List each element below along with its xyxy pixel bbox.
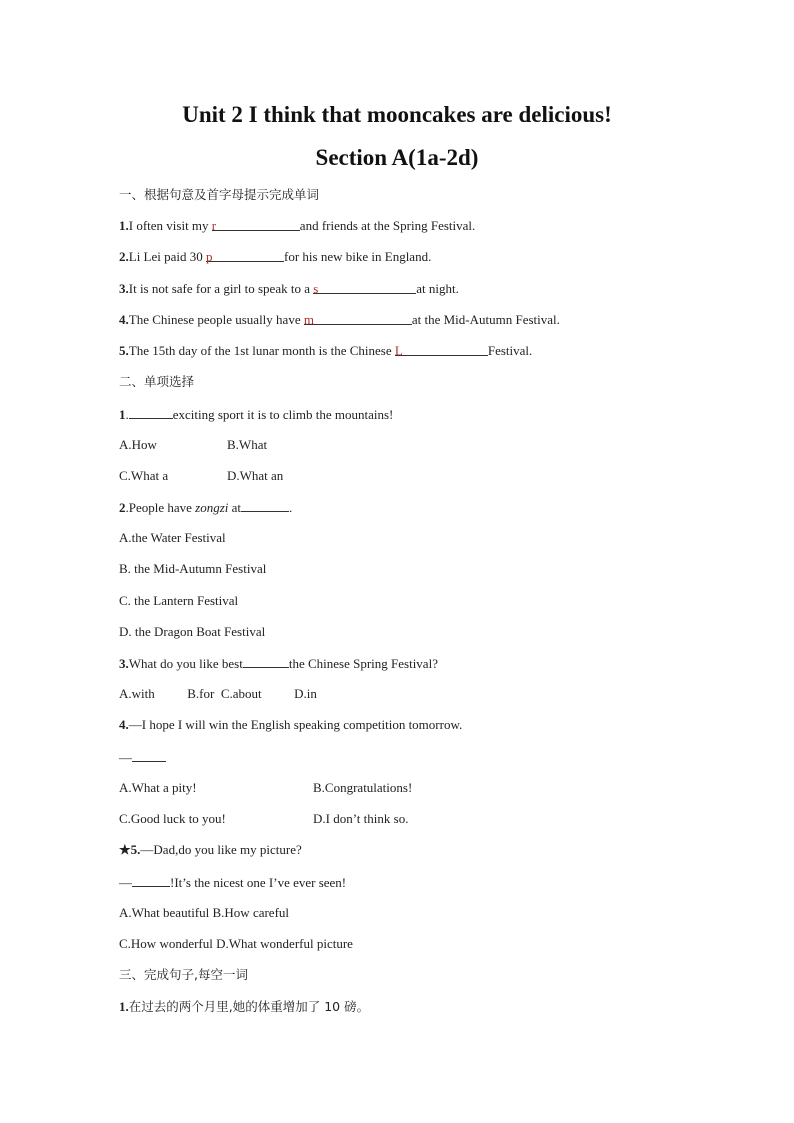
period: . [125,500,129,515]
option-c[interactable]: C.What a [119,468,169,483]
option-b[interactable]: B.Congratulations! [313,780,413,795]
choice-question-5 [119,841,302,859]
hint-letter: L [394,343,403,358]
fill-question-1 [119,217,475,235]
question-text: People have [128,500,196,515]
section-heading-3: 三、完成句子,每空一词 [119,967,248,982]
question-text: What do you like best [128,656,243,671]
question-number: 1. [119,218,129,233]
page-subtitle: Section A(1a-2d) [315,145,479,170]
question-number: 2 [119,500,126,515]
period: . [125,407,129,422]
question-number: 3. [119,656,129,671]
dash: — [119,875,132,890]
question-text: It is not safe for a girl to speak to a [128,281,314,296]
answer-blank[interactable] [313,280,416,294]
option-d[interactable]: D.I don’t think so. [313,811,409,826]
options-ab[interactable]: A.What beautiful B.How careful [119,905,290,920]
question-number: 1 [119,407,126,422]
section-heading-1: 一、根据句意及首字母提示完成单词 [119,187,320,202]
option-c[interactable]: C. the Lantern Festival [119,593,239,608]
question-number: 4. [119,717,129,732]
question-number: 5. [119,343,129,358]
options-cd[interactable]: C.How wonderful D.What wonderful picture [119,936,353,951]
option-b[interactable]: B. the Mid-Autumn Festival [119,561,267,576]
options-row[interactable]: A.with B.for C.about D.in [119,686,317,701]
hint-letter: s [313,281,319,296]
question-text: for his new bike in England. [284,249,432,264]
answer-blank[interactable] [132,873,170,887]
answer-blank[interactable] [212,217,300,231]
reply-line [119,873,346,892]
question-text: exciting sport it is to climb the mountains! [172,407,394,422]
hint-letter: r [211,218,217,233]
choice-question-1 [119,405,393,424]
answer-blank[interactable] [304,311,412,325]
question-number: 3. [119,281,129,296]
answer-blank[interactable] [395,342,488,356]
question-text: —Dad,do you like my picture? [140,842,302,857]
question-text: at the Mid-Autumn Festival. [411,312,560,327]
reply-line [119,748,166,767]
choice-question-4 [119,716,462,734]
fill-question-4 [119,311,560,329]
option-a[interactable]: A.What a pity! [119,780,197,795]
hint-letter: p [206,249,213,264]
option-a[interactable]: A.How [119,437,157,452]
page-title: Unit 2 I think that mooncakes are delicious! [182,102,612,127]
answer-blank[interactable] [206,248,284,262]
choice-question-2 [119,498,292,517]
section-heading-2: 二、单项选择 [119,374,195,389]
option-d[interactable]: D. the Dragon Boat Festival [119,624,266,639]
question-text: Li Lei paid 30 [128,249,207,264]
question-text: at [228,500,242,515]
question-text: The Chinese people usually have [128,312,304,327]
option-b[interactable]: B.What [227,437,268,452]
option-a[interactable]: A.the Water Festival [119,530,226,545]
question-number: 1. [119,999,129,1014]
option-c[interactable]: C.Good luck to you! [119,811,226,826]
translate-question-1 [119,998,369,1016]
question-number: ★5. [119,842,141,857]
question-text: 在过去的两个月里,她的体重增加了 10 磅。 [128,999,370,1014]
fill-question-2 [119,248,431,266]
question-end: . [289,500,293,515]
question-number: 4. [119,312,129,327]
question-number: 2. [119,249,129,264]
reply-text: !It’s the nicest one I’ve ever seen! [170,875,347,890]
fill-question-5 [119,342,532,360]
italic-word: zongzi [195,500,229,515]
question-text: Festival. [487,343,533,358]
hint-letter: m [303,312,314,327]
question-text: —I hope I will win the English speaking competition tomorrow. [128,717,463,732]
question-text: and friends at the Spring Festival. [299,218,476,233]
question-text: the Chinese Spring Festival? [288,656,438,671]
answer-blank[interactable] [129,405,173,419]
option-d[interactable]: D.What an [227,468,284,483]
answer-blank[interactable] [132,748,166,762]
question-text: The 15th day of the 1st lunar month is the Chinese [128,343,395,358]
fill-question-3 [119,280,459,298]
question-text: at night. [416,281,459,296]
answer-blank[interactable] [243,654,289,668]
answer-blank[interactable] [241,498,289,512]
dash: — [119,750,132,765]
choice-question-3 [119,654,438,673]
question-text: I often visit my [128,218,212,233]
